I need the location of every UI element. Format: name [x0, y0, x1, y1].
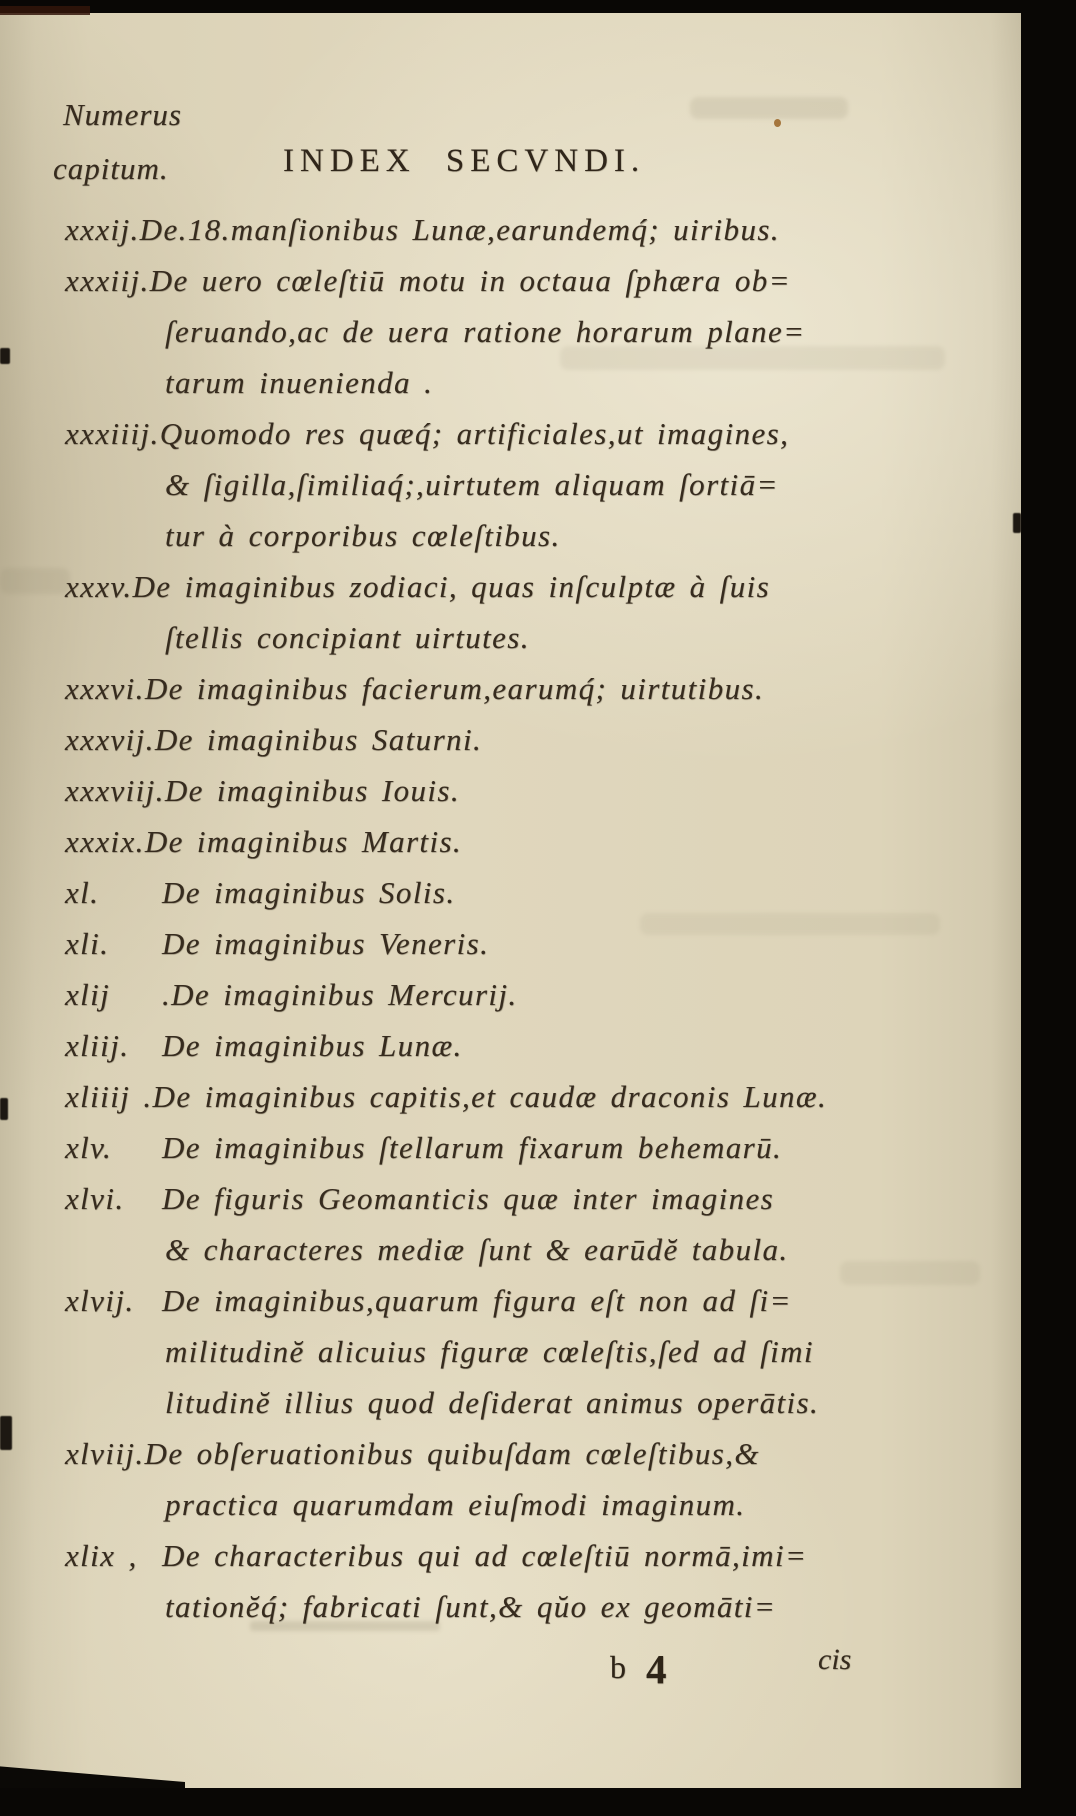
index-entry-line [65, 255, 1017, 306]
entry-text: Quomodo res quæq́; artificiales,ut imagines, [159, 416, 790, 451]
entry-text: De imaginibus Saturni. [154, 722, 483, 757]
chapter-number: xlviij. [65, 1436, 145, 1471]
edge-mark [0, 1416, 12, 1450]
index-entry-line [65, 1428, 1017, 1479]
showthrough-smudge [690, 97, 848, 119]
entry-text: De.18.manſionibus Lunæ,earundemq́; uiribus. [139, 212, 780, 247]
chapter-number: xl. [65, 875, 100, 910]
page-title: INDEX SECVNDI. [283, 143, 646, 179]
index-entry-line [65, 918, 1017, 969]
index-entry-line [65, 1071, 1017, 1122]
entry-text: De imaginibus Martis. [144, 824, 463, 859]
index-entry-continuation: tationĕq́; fabricati ſunt,& qŭo ex geomāti= [165, 1589, 777, 1624]
index-entry-continuation: militudinĕ alicuius figuræ cœleſtis,ſed ad ſimi [165, 1334, 814, 1369]
signature-mark-letter: b [610, 1649, 626, 1685]
column-heading-capitum: capitum. [53, 151, 169, 186]
index-list [65, 204, 1017, 1632]
chapter-number: xxxiiij. [65, 416, 160, 451]
chapter-number: xxxviij. [65, 773, 165, 808]
index-entry-line [65, 561, 1017, 612]
entry-text: De obſeruationibus quibuſdam cœleſtibus,& [144, 1436, 760, 1471]
index-entry-line [65, 1275, 1017, 1326]
index-entry-line [65, 408, 1017, 459]
entry-text: De uero cœleſtiū motu in octaua ſphæra ob= [149, 263, 791, 298]
entry-text: De imaginibus,quarum figura eſt non ad ſi= [162, 1283, 792, 1318]
index-entry-continuation: ſeruando,ac de uera ratione horarum plane= [165, 314, 806, 349]
index-entry-continuation: practica quarumdam eiuſmodi imaginum. [165, 1487, 746, 1522]
index-entry-line [65, 816, 1017, 867]
index-entry-line [65, 1020, 1017, 1071]
index-entry-line [65, 867, 1017, 918]
index-entry-line [65, 1122, 1017, 1173]
index-entry-continuation: tur à corporibus cœleſtibus. [165, 518, 561, 553]
chapter-number: xlvij. [65, 1283, 135, 1318]
index-entry-line [65, 714, 1017, 765]
entry-text: De imaginibus ſtellarum fixarum behemarū. [162, 1130, 783, 1165]
index-entry-line [65, 765, 1017, 816]
edge-mark [0, 1098, 8, 1120]
chapter-number: xxxiij. [65, 263, 150, 298]
entry-text: De imaginibus Veneris. [162, 926, 490, 961]
ink-speck [774, 119, 781, 127]
index-entry-continuation: & ſigilla,ſimiliaq́;,uirtutem aliquam ſortiā= [165, 467, 779, 502]
chapter-number: xxxv. [65, 569, 133, 604]
entry-text: De imaginibus Solis. [162, 875, 456, 910]
showthrough-smudge [0, 568, 70, 594]
entry-text: De figuris Geomanticis quæ inter imagines [162, 1181, 775, 1216]
index-entry-continuation: litudinĕ illius quod deſiderat animus operātis. [165, 1385, 820, 1420]
book-page [0, 13, 1021, 1788]
chapter-number: xxxvij. [65, 722, 155, 757]
chapter-number: xli. [65, 926, 110, 961]
chapter-number: xxxix. [65, 824, 145, 859]
entry-text: De imaginibus Lunæ. [162, 1028, 463, 1063]
chapter-number: xlij [65, 977, 111, 1012]
binding-stain [0, 6, 90, 15]
entry-text: De imaginibus capitis,et caudæ draconis Lunæ. [152, 1079, 828, 1114]
column-heading-numerus: Numerus [63, 97, 182, 132]
chapter-number: xlv. [65, 1130, 113, 1165]
index-entry-continuation: tarum inuenienda . [165, 365, 434, 400]
entry-text: .De imaginibus Mercurij. [162, 977, 518, 1012]
chapter-number: xlix , [65, 1538, 138, 1573]
index-entry-line [65, 1530, 1017, 1581]
index-entry-line [65, 204, 1017, 255]
index-entry-continuation: ſtellis concipiant uirtutes. [165, 620, 530, 655]
index-entry-line [65, 1173, 1017, 1224]
chapter-number: xxxvi. [65, 671, 145, 706]
index-entry-line [65, 663, 1017, 714]
chapter-number: xxxij. [65, 212, 140, 247]
entry-text: De imaginibus facierum,earumq́; uirtutibus. [144, 671, 765, 706]
scan-shadow-wedge [0, 1761, 185, 1788]
entry-text: De characteribus qui ad cœleſtiū normā,imi= [162, 1538, 808, 1573]
entry-text: De imaginibus Iouis. [164, 773, 461, 808]
chapter-number: xliij. [65, 1028, 130, 1063]
chapter-number: xliiij . [65, 1079, 153, 1114]
catchword: cis [818, 1643, 852, 1676]
entry-text: De imaginibus zodiaci, quas inſculptæ à ſuis [132, 569, 771, 604]
index-entry-line [65, 969, 1017, 1020]
edge-mark [0, 348, 10, 364]
chapter-number: xlvi. [65, 1181, 125, 1216]
signature-mark-numeral: 4 [646, 1646, 667, 1692]
index-entry-continuation: & characteres mediæ ſunt & earūdĕ tabula. [165, 1232, 789, 1267]
